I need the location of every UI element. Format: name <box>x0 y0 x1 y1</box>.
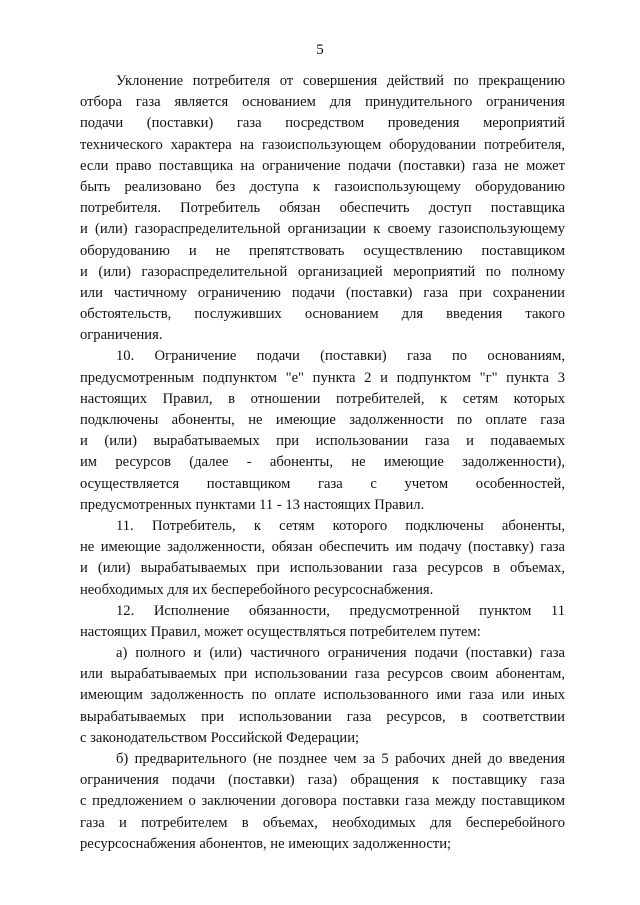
text-line: и (или) газораспределительной организации к своему газоиспользующему <box>80 221 565 238</box>
text-line: 11. Потребитель, к сетям которого подключены абоненты, <box>116 517 565 534</box>
text-line: необходимых для их бесперебойного ресурсоснабжения. <box>80 581 434 598</box>
document-body <box>80 71 565 855</box>
text-line: быть реализовано без доступа к газоиспользующему оборудованию <box>80 178 565 195</box>
text-line: 12. Исполнение обязанности, предусмотренной пунктом 11 <box>116 602 565 619</box>
text-line: или частичному ограничению подачи (поставки) газа при сохранении <box>80 284 565 301</box>
text-line: технического характера на газоиспользующем оборудовании потребителя, <box>80 136 565 153</box>
paragraph-evasion <box>80 71 565 346</box>
text-line: или вырабатываемых при использовании газа ресурсов своим абонентам, <box>80 666 565 683</box>
text-line: ограничения подачи (поставки) газа) обращения к поставщику газа <box>80 772 565 789</box>
text-line: и (или) вырабатываемых при использовании газа и подаваемых <box>80 433 565 450</box>
text-line: б) предварительного (не позднее чем за 5 рабочих дней до введения <box>116 751 565 767</box>
text-line: им ресурсов (далее - абоненты, не имеющие задолженности), <box>80 454 565 471</box>
paragraph-subclause-b <box>80 749 565 855</box>
text-line: потребителя. Потребитель обязан обеспечить доступ поставщика <box>80 200 565 217</box>
paragraph-clause-11 <box>80 516 565 601</box>
paragraph-subclause-a <box>80 643 565 749</box>
text-line: ресурсоснабжения абонентов, не имеющих задолженности; <box>80 835 452 852</box>
text-line: обстоятельств, послуживших основанием для введения такого <box>80 306 565 323</box>
text-line: не имеющие задолженности, обязан обеспечить им подачу (поставку) газа <box>80 539 565 556</box>
text-line: вырабатываемых при использовании газа ресурсов, в соответствии <box>80 708 565 725</box>
text-line: имеющим задолженность по оплате использованного ими газа или иных <box>80 687 565 704</box>
page-number: 5 <box>316 42 324 58</box>
text-line: настоящих Правил, может осуществляться потребителем путем: <box>80 623 481 640</box>
text-line: настоящих Правил, в отношении потребителей, к сетям которых <box>80 390 565 407</box>
text-line: подачи (поставки) газа посредством проведения мероприятий <box>80 115 565 132</box>
text-line: газа и потребителем в объемах, необходимых для бесперебойного <box>80 814 565 831</box>
text-line: ограничения. <box>80 327 163 344</box>
text-line: а) полного и (или) частичного ограничения подачи (поставки) газа <box>116 645 565 662</box>
text-line: предусмотренным подпунктом "е" пункта 2 и подпунктом "г" пункта 3 <box>80 369 565 386</box>
text-line: 10. Ограничение подачи (поставки) газа по основаниям, <box>116 348 565 365</box>
text-line: и (или) вырабатываемых при использовании газа ресурсов в объемах, <box>80 560 565 577</box>
paragraph-clause-10 <box>80 346 565 516</box>
text-line: и (или) газораспределительной организацией мероприятий по полному <box>80 263 565 280</box>
text-line: оборудованию и не препятствовать осуществлению поставщиком <box>80 242 565 259</box>
text-line: с законодательством Российской Федерации; <box>80 729 360 746</box>
text-line: отбора газа является основанием для принудительного ограничения <box>80 94 565 111</box>
text-line: если право поставщика на ограничение подачи (поставки) газа не может <box>80 157 565 174</box>
text-line: осуществляется поставщиком газа с учетом особенностей, <box>80 475 565 492</box>
text-line: подключены абоненты, не имеющие задолженности по оплате газа <box>80 412 565 428</box>
paragraph-clause-12 <box>80 601 565 643</box>
text-line: с предложением о заключении договора поставки газа между поставщиком <box>80 793 565 810</box>
text-line: Уклонение потребителя от совершения действий по прекращению <box>116 73 565 89</box>
text-line: предусмотренных пунктами 11 - 13 настоящих Правил. <box>80 496 425 513</box>
